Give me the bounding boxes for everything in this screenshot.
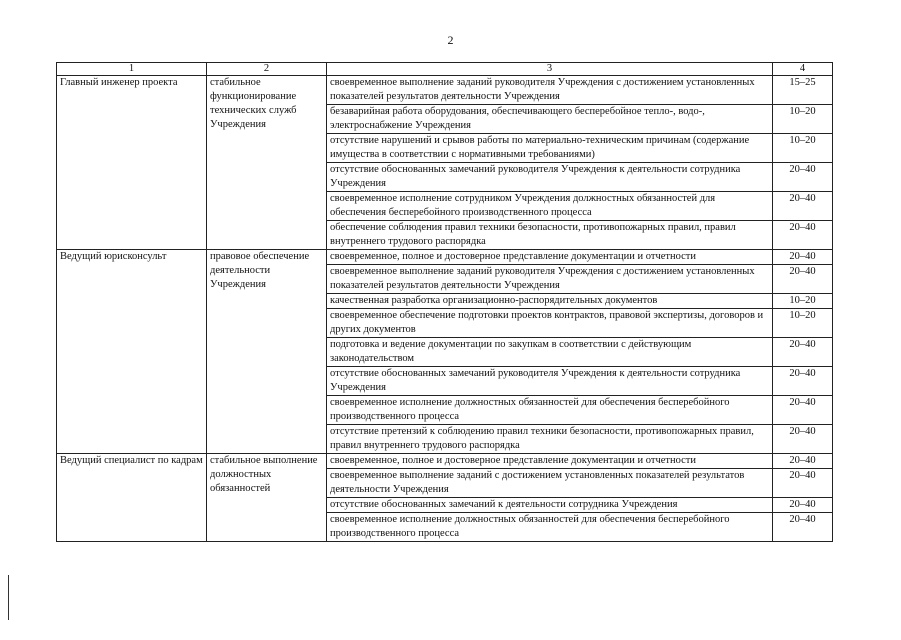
direction-cell: правовое обеспечение деятельности Учреждения bbox=[207, 250, 327, 454]
criterion-cell: безаварийная работа оборудования, обеспечивающего бесперебойное тепло-, водо-, электроснабжение Учреждения bbox=[327, 105, 773, 134]
criterion-cell: отсутствие нарушений и срывов работы по материально-техническим причинам (содержание имущества в соответствии с нормативными требованиями) bbox=[327, 134, 773, 163]
criterion-cell: своевременное выполнение заданий с достижением установленных показателей результатов деятельности Учреждения bbox=[327, 469, 773, 498]
column-header-1: 1 bbox=[57, 63, 207, 76]
table-row bbox=[57, 76, 833, 105]
criterion-cell: своевременное, полное и достоверное представление документации и отчетности bbox=[327, 250, 773, 265]
points-cell: 20–40 bbox=[773, 454, 833, 469]
scan-margin-line bbox=[8, 575, 9, 620]
points-cell: 20–40 bbox=[773, 498, 833, 513]
table-body bbox=[57, 76, 833, 542]
direction-cell: стабильное выполнение должностных обязанностей bbox=[207, 454, 327, 542]
direction-cell: стабильное функционирование технических служб Учреждения bbox=[207, 76, 327, 250]
page-number: 2 bbox=[447, 33, 454, 47]
points-cell: 20–40 bbox=[773, 469, 833, 498]
points-cell: 20–40 bbox=[773, 265, 833, 294]
criterion-cell: своевременное исполнение должностных обязанностей для обеспечения бесперебойного производственного процесса bbox=[327, 513, 773, 542]
points-cell: 10–20 bbox=[773, 309, 833, 338]
criterion-cell: своевременное исполнение должностных обязанностей для обеспечения бесперебойного производственного процесса bbox=[327, 396, 773, 425]
points-cell: 10–20 bbox=[773, 105, 833, 134]
criterion-cell: качественная разработка организационно-распорядительных документов bbox=[327, 294, 773, 309]
position-cell: Ведущий юрисконсульт bbox=[57, 250, 207, 454]
points-cell: 20–40 bbox=[773, 221, 833, 250]
points-cell: 20–40 bbox=[773, 338, 833, 367]
criterion-cell: подготовка и ведение документации по закупкам в соответствии с действующим законодательством bbox=[327, 338, 773, 367]
points-cell: 15–25 bbox=[773, 76, 833, 105]
table-row bbox=[57, 454, 833, 469]
points-cell: 20–40 bbox=[773, 163, 833, 192]
position-cell: Главный инженер проекта bbox=[57, 76, 207, 250]
points-cell: 20–40 bbox=[773, 250, 833, 265]
column-header-4: 4 bbox=[773, 63, 833, 76]
points-cell: 10–20 bbox=[773, 134, 833, 163]
table-row bbox=[57, 250, 833, 265]
column-header-2: 2 bbox=[207, 63, 327, 76]
criterion-cell: своевременное выполнение заданий руководителя Учреждения с достижением установленных показателей результатов деятельности Учреждения bbox=[327, 265, 773, 294]
criterion-cell: своевременное исполнение сотрудником Учреждения должностных обязанностей для обеспечения бесперебойного производственного процесса bbox=[327, 192, 773, 221]
position-cell: Ведущий специалист по кадрам bbox=[57, 454, 207, 542]
column-header-3: 3 bbox=[327, 63, 773, 76]
criterion-cell: обеспечение соблюдения правил техники безопасности, противопожарных правил, правил внутреннего трудового распорядка bbox=[327, 221, 773, 250]
criterion-cell: своевременное выполнение заданий руководителя Учреждения с достижением установленных показателей результатов деятельности Учреждения bbox=[327, 76, 773, 105]
points-cell: 10–20 bbox=[773, 294, 833, 309]
points-cell: 20–40 bbox=[773, 367, 833, 396]
points-cell: 20–40 bbox=[773, 513, 833, 542]
criterion-cell: отсутствие претензий к соблюдению правил техники безопасности, противопожарных правил, правил внутреннего трудового распорядка bbox=[327, 425, 773, 454]
criterion-cell: отсутствие обоснованных замечаний руководителя Учреждения к деятельности сотрудника Учреждения bbox=[327, 163, 773, 192]
criterion-cell: своевременное, полное и достоверное представление документации и отчетности bbox=[327, 454, 773, 469]
points-cell: 20–40 bbox=[773, 425, 833, 454]
criterion-cell: отсутствие обоснованных замечаний к деятельности сотрудника Учреждения bbox=[327, 498, 773, 513]
criterion-cell: своевременное обеспечение подготовки проектов контрактов, правовой экспертизы, договоров и других документов bbox=[327, 309, 773, 338]
table-header-row bbox=[57, 63, 833, 76]
points-cell: 20–40 bbox=[773, 396, 833, 425]
points-cell: 20–40 bbox=[773, 192, 833, 221]
criteria-table bbox=[56, 62, 833, 542]
criterion-cell: отсутствие обоснованных замечаний руководителя Учреждения к деятельности сотрудника Учреждения bbox=[327, 367, 773, 396]
